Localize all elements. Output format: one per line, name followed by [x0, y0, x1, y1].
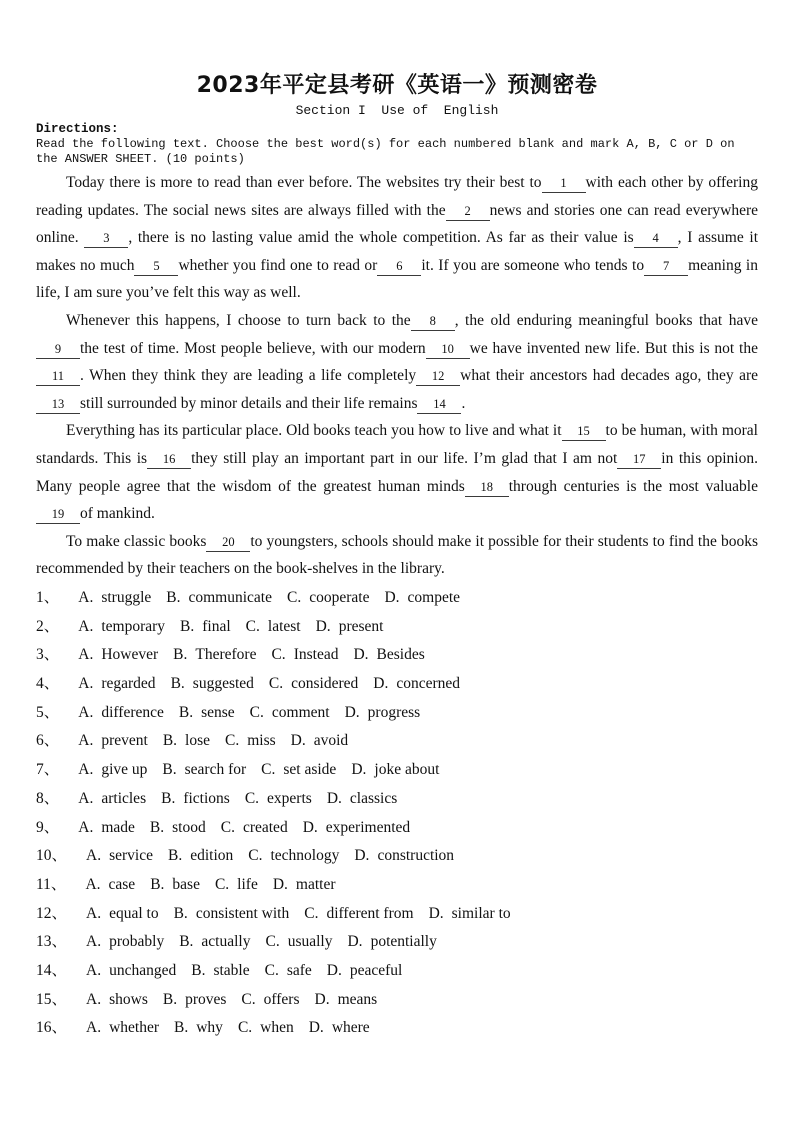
- question-2-option-C: [246, 618, 301, 635]
- option-text: potentially: [370, 933, 437, 951]
- question-10-option-B: [168, 847, 233, 864]
- cloze-blank-8: 8: [411, 312, 455, 331]
- cloze-blank-17: 17: [617, 450, 661, 469]
- option-letter: C.: [245, 617, 260, 635]
- option-letter: A.: [78, 675, 94, 693]
- question-number: 2、: [36, 617, 60, 635]
- cloze-blank-7: 7: [644, 257, 688, 276]
- question-11-option-C: [215, 876, 258, 893]
- question-5-option-C: [250, 704, 330, 721]
- question-8-option-A: [78, 790, 146, 807]
- option-letter: B.: [162, 761, 177, 779]
- option-text: case: [108, 875, 136, 893]
- option-text: progress: [367, 703, 421, 721]
- question-2: [36, 613, 758, 642]
- option-letter: D.: [272, 875, 288, 893]
- question-number: 7、: [36, 761, 60, 779]
- question-4-option-C: [269, 675, 358, 692]
- question-11-option-B: [150, 876, 200, 893]
- option-text: offers: [263, 990, 300, 1008]
- question-16-option-A: [86, 1019, 159, 1036]
- question-1-option-B: [166, 589, 272, 606]
- option-letter: B.: [191, 962, 206, 980]
- option-text: struggle: [101, 588, 152, 606]
- option-text: actually: [201, 933, 251, 951]
- question-number: 11、: [36, 875, 67, 893]
- option-text: give up: [101, 761, 148, 779]
- question-number: 10、: [36, 847, 68, 865]
- option-letter: C.: [287, 588, 302, 606]
- option-letter: A.: [86, 933, 102, 951]
- question-7-option-D: [351, 761, 439, 778]
- question-9-option-B: [150, 819, 206, 836]
- question-14-option-A: [86, 962, 176, 979]
- option-letter: A.: [78, 646, 94, 664]
- question-7-option-C: [261, 761, 336, 778]
- option-text: life: [237, 875, 258, 893]
- option-letter: D.: [347, 933, 363, 951]
- option-letter: A.: [78, 761, 94, 779]
- question-2-option-A: [78, 618, 165, 635]
- option-text: classics: [349, 789, 398, 807]
- question-10-option-A: [86, 847, 153, 864]
- question-14-option-B: [191, 962, 249, 979]
- question-13-option-C: [265, 933, 332, 950]
- option-letter: B.: [162, 732, 178, 750]
- option-letter: D.: [373, 675, 389, 693]
- option-letter: C.: [271, 646, 286, 664]
- option-text: prevent: [101, 732, 148, 750]
- option-text: final: [202, 617, 231, 635]
- option-letter: B.: [178, 703, 194, 721]
- option-text: search for: [184, 761, 247, 779]
- cloze-blank-15: 15: [562, 422, 606, 441]
- option-text: suggested: [192, 675, 254, 693]
- passage-paragraph-2: Whenever this happens, I choose to turn back to the 8 , the old enduring meaningful books that have9 the test of time. Most people believe, with our modern 10 we have invented new life. But this is not the11 . When they think they are leading a life completely 12 what their ancestors had decades ago, they are13 still surrounded by minor details and their life remains 14 .: [36, 307, 758, 417]
- question-12-option-A: [86, 905, 159, 922]
- cloze-blank-4: 4: [634, 229, 678, 248]
- question-5-option-B: [179, 704, 235, 721]
- option-text: compete: [407, 588, 461, 606]
- question-6: [36, 727, 758, 756]
- option-text: stood: [172, 818, 206, 836]
- cloze-blank-3: 3: [84, 229, 128, 248]
- option-text: construction: [377, 847, 455, 865]
- option-text: probably: [109, 933, 165, 951]
- question-12-option-C: [304, 905, 413, 922]
- option-letter: B.: [149, 818, 165, 836]
- option-text: created: [242, 818, 288, 836]
- question-3-option-A: [78, 646, 158, 663]
- option-text: miss: [247, 732, 276, 750]
- question-number: 12、: [36, 904, 68, 922]
- question-10-option-C: [248, 847, 339, 864]
- question-11-option-D: [273, 876, 336, 893]
- option-text: communicate: [188, 588, 272, 606]
- passage-paragraph-1: Today there is more to read than ever before. The websites try their best to 1 with each other by offering reading updates. The social news sites are always filled with the 2 news and stories one can read everywhere online. 3 , there is no lasting value amid the whole competition. As far as their value is 4 , I assume it makes no much 5 whether you find one to read or 6 it. If you are someone who tends to 7 meaning in life, I am sure you’ve felt this way as well.: [36, 174, 759, 302]
- option-text: matter: [295, 875, 336, 893]
- cloze-blank-6: 6: [377, 257, 421, 276]
- option-letter: A.: [86, 1019, 102, 1037]
- option-text: usually: [287, 933, 333, 951]
- option-letter: D.: [354, 847, 370, 865]
- option-text: However: [101, 646, 159, 664]
- option-letter: C.: [248, 847, 263, 865]
- option-text: peaceful: [349, 962, 403, 980]
- question-8-option-C: [245, 790, 312, 807]
- option-letter: D.: [428, 904, 444, 922]
- option-letter: D.: [326, 962, 342, 980]
- option-letter: C.: [241, 990, 256, 1008]
- option-letter: D.: [326, 789, 342, 807]
- option-letter: D.: [290, 732, 306, 750]
- option-letter: B.: [167, 847, 183, 865]
- cloze-blank-13: 13: [36, 395, 80, 414]
- question-14-option-D: [327, 962, 403, 979]
- question-5-option-D: [345, 704, 421, 721]
- passage-paragraph-4: To make classic books 20 to youngsters, schools should make it possible for their students to find the books recommended by their teachers on the book-shelves in the library.: [36, 532, 758, 578]
- question-6-option-A: [78, 732, 148, 749]
- option-letter: B.: [180, 617, 195, 635]
- question-4: [36, 670, 758, 699]
- question-11-option-A: [85, 876, 135, 893]
- option-text: Instead: [293, 646, 339, 664]
- question-number: 1、: [36, 588, 60, 606]
- option-text: experts: [267, 789, 312, 807]
- question-9-option-D: [303, 819, 410, 836]
- question-9-option-A: [78, 819, 135, 836]
- option-letter: A.: [78, 789, 94, 807]
- option-letter: B.: [179, 933, 194, 951]
- option-letter: B.: [173, 904, 188, 922]
- question-7-option-B: [162, 761, 246, 778]
- option-letter: C.: [214, 875, 230, 893]
- question-5-option-A: [78, 704, 164, 721]
- question-2-option-B: [180, 618, 231, 635]
- question-number: 14、: [36, 962, 68, 980]
- passage-paragraph-3: Everything has its particular place. Old books teach you how to live and what it 15 to be human, with moral standards. This is 16 they still play an important part in our life. I’m glad that I am not 17 in this opinion. Many people agree that the wisdom of the greatest human minds 18 through centuries is the most valuable19 of mankind.: [36, 422, 758, 523]
- question-9: [36, 814, 758, 843]
- option-letter: A.: [78, 588, 94, 606]
- option-letter: C.: [265, 933, 280, 951]
- option-letter: B.: [173, 646, 188, 664]
- question-number: 8、: [36, 789, 60, 807]
- option-text: regarded: [101, 675, 156, 693]
- cloze-blank-1: 1: [542, 174, 586, 193]
- cloze-blank-20: 20: [206, 533, 250, 552]
- option-text: base: [172, 875, 200, 893]
- cloze-blank-16: 16: [147, 450, 191, 469]
- option-text: when: [260, 1019, 294, 1037]
- question-15-option-D: [315, 991, 378, 1008]
- option-letter: D.: [384, 588, 400, 606]
- option-text: shows: [109, 990, 148, 1008]
- option-letter: C.: [237, 1019, 253, 1037]
- option-text: concerned: [396, 675, 461, 693]
- question-10: [36, 842, 758, 871]
- directions-label: Directions:: [36, 122, 119, 136]
- option-letter: A.: [86, 990, 102, 1008]
- section-heading: Section I Use of English: [295, 103, 499, 118]
- option-text: service: [109, 847, 153, 865]
- cloze-blank-9: 9: [36, 340, 80, 359]
- question-number: 6、: [36, 732, 60, 750]
- cloze-passage: [36, 169, 758, 583]
- question-13-option-B: [179, 933, 250, 950]
- option-text: cooperate: [309, 588, 370, 606]
- question-14: [36, 957, 758, 986]
- question-10-option-D: [354, 847, 454, 864]
- option-text: comment: [271, 703, 330, 721]
- question-12-option-D: [429, 905, 511, 922]
- question-15-option-C: [241, 991, 299, 1008]
- option-text: edition: [190, 847, 234, 865]
- question-1-option-C: [287, 589, 369, 606]
- question-7: [36, 756, 758, 785]
- page-title: 2023年平定县考研《英语一》预测密卷: [196, 73, 598, 98]
- option-letter: C.: [261, 761, 276, 779]
- cloze-blank-10: 10: [426, 340, 470, 359]
- option-text: experimented: [325, 818, 411, 836]
- cloze-blank-11: 11: [36, 367, 80, 386]
- option-letter: B.: [161, 789, 176, 807]
- option-letter: B.: [166, 588, 181, 606]
- option-text: joke about: [374, 761, 440, 779]
- question-3-option-C: [271, 646, 338, 663]
- question-1-option-D: [384, 589, 460, 606]
- option-text: safe: [286, 962, 312, 980]
- question-16: [36, 1014, 758, 1043]
- option-text: unchanged: [109, 962, 177, 980]
- option-letter: C.: [244, 789, 260, 807]
- option-text: made: [101, 818, 135, 836]
- option-text: avoid: [313, 732, 349, 750]
- option-letter: C.: [225, 732, 240, 750]
- option-text: why: [196, 1019, 223, 1037]
- option-text: stable: [213, 962, 250, 980]
- option-text: articles: [101, 789, 147, 807]
- option-text: considered: [291, 675, 359, 693]
- option-letter: B.: [170, 675, 185, 693]
- question-4-option-B: [171, 675, 254, 692]
- directions-block: [36, 122, 758, 167]
- option-letter: A.: [86, 904, 102, 922]
- question-1-option-A: [78, 589, 151, 606]
- question-number: 15、: [36, 990, 68, 1008]
- question-number: 5、: [36, 703, 60, 721]
- question-number: 13、: [36, 933, 68, 951]
- question-16-option-D: [309, 1019, 370, 1036]
- option-letter: C.: [249, 703, 264, 721]
- option-letter: A.: [78, 617, 94, 635]
- option-text: fictions: [183, 789, 230, 807]
- question-15-option-B: [163, 991, 227, 1008]
- option-text: proves: [185, 990, 227, 1008]
- question-12: [36, 900, 758, 929]
- question-4-option-A: [78, 675, 155, 692]
- option-letter: A.: [86, 847, 102, 865]
- option-letter: B.: [150, 875, 165, 893]
- option-letter: A.: [85, 875, 101, 893]
- question-3-option-D: [353, 646, 424, 663]
- option-text: set aside: [283, 761, 337, 779]
- option-letter: C.: [264, 962, 279, 980]
- option-letter: D.: [344, 703, 360, 721]
- option-letter: D.: [351, 761, 367, 779]
- question-4-option-D: [373, 675, 460, 692]
- option-text: present: [338, 617, 384, 635]
- question-number: 4、: [36, 675, 60, 693]
- option-text: technology: [270, 847, 340, 865]
- question-number: 9、: [36, 818, 60, 836]
- option-letter: C.: [304, 904, 319, 922]
- question-12-option-B: [174, 905, 290, 922]
- question-13: [36, 928, 758, 957]
- question-number: 16、: [36, 1019, 68, 1037]
- option-letter: C.: [268, 675, 284, 693]
- option-text: lose: [185, 732, 211, 750]
- option-text: sense: [201, 703, 235, 721]
- option-text: temporary: [101, 617, 166, 635]
- question-6-option-B: [163, 732, 210, 749]
- question-16-option-C: [238, 1019, 294, 1036]
- option-text: latest: [267, 617, 301, 635]
- option-text: equal to: [109, 904, 159, 922]
- option-text: where: [331, 1019, 370, 1037]
- option-letter: A.: [78, 703, 94, 721]
- option-letter: D.: [314, 990, 330, 1008]
- question-5: [36, 699, 758, 728]
- question-2-option-D: [316, 618, 384, 635]
- option-letter: B.: [162, 990, 178, 1008]
- option-letter: A.: [86, 962, 102, 980]
- option-text: similar to: [451, 904, 511, 922]
- question-6-option-C: [225, 732, 276, 749]
- option-text: Therefore: [195, 646, 257, 664]
- question-3-option-B: [173, 646, 256, 663]
- question-15: [36, 986, 758, 1015]
- question-6-option-D: [291, 732, 349, 749]
- option-letter: B.: [174, 1019, 189, 1037]
- cloze-blank-14: 14: [417, 395, 461, 414]
- option-text: whether: [109, 1019, 160, 1037]
- question-13-option-D: [347, 933, 436, 950]
- question-13-option-A: [86, 933, 164, 950]
- option-letter: D.: [308, 1019, 324, 1037]
- option-letter: C.: [220, 818, 235, 836]
- question-8: [36, 785, 758, 814]
- option-text: Besides: [376, 646, 425, 664]
- cloze-blank-12: 12: [416, 367, 460, 386]
- question-list: [36, 584, 758, 1043]
- question-14-option-C: [265, 962, 312, 979]
- option-text: different from: [326, 904, 414, 922]
- option-letter: A.: [78, 818, 94, 836]
- option-letter: D.: [315, 617, 331, 635]
- question-number: 3、: [36, 646, 60, 664]
- question-1: [36, 584, 758, 613]
- option-text: difference: [101, 703, 164, 721]
- cloze-blank-5: 5: [134, 257, 178, 276]
- question-7-option-A: [78, 761, 147, 778]
- option-letter: D.: [353, 646, 369, 664]
- option-text: consistent with: [195, 904, 290, 922]
- option-text: means: [337, 990, 378, 1008]
- option-letter: A.: [78, 732, 94, 750]
- question-8-option-B: [161, 790, 230, 807]
- cloze-blank-2: 2: [446, 202, 490, 221]
- question-11: [36, 871, 758, 900]
- question-16-option-B: [174, 1019, 223, 1036]
- question-3: [36, 641, 758, 670]
- question-9-option-C: [221, 819, 288, 836]
- cloze-blank-19: 19: [36, 505, 80, 524]
- question-15-option-A: [86, 991, 148, 1008]
- question-8-option-D: [327, 790, 397, 807]
- option-letter: D.: [302, 818, 318, 836]
- cloze-blank-18: 18: [465, 478, 509, 497]
- directions-text: Read the following text. Choose the best word(s) for each numbered blank and mark A, B, C or D on the ANSWER SHEET. (10 points): [36, 137, 735, 166]
